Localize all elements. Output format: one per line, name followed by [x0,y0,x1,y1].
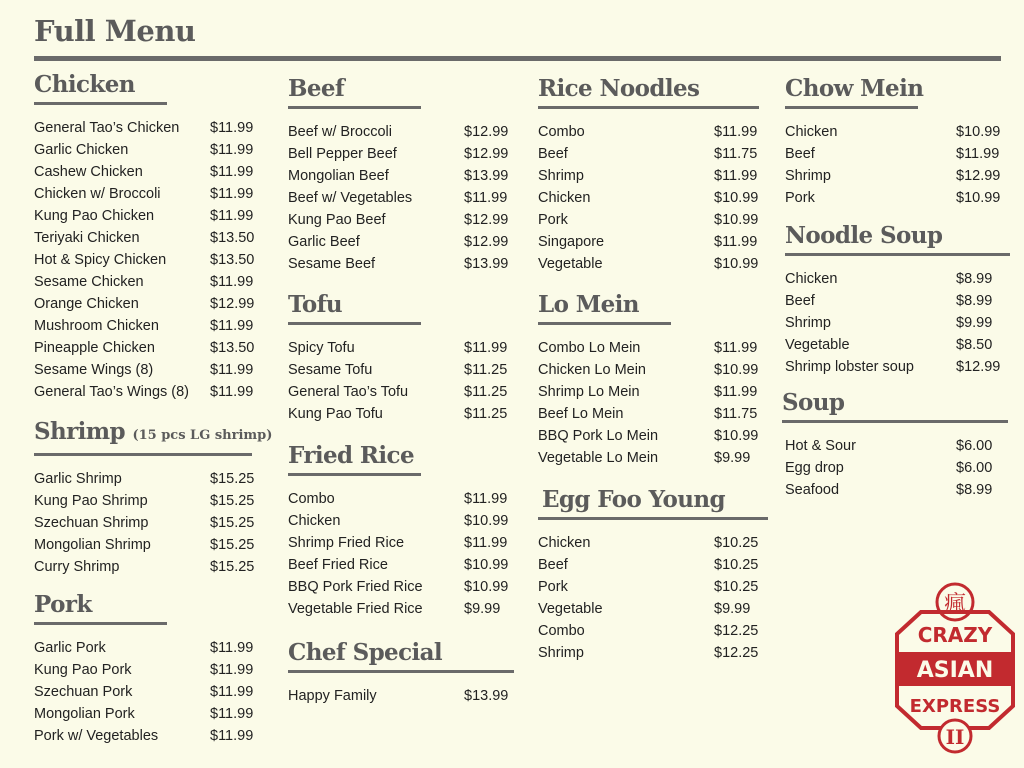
menu-item [785,356,1008,378]
menu-item [288,685,516,707]
menu-item [34,381,262,403]
item-name: Cashew Chicken [34,164,143,180]
item-name: Shrimp [538,168,584,184]
item-list [34,117,262,403]
item-price: $11.99 [714,168,758,184]
item-price: $12.99 [464,234,509,250]
item-name: Beef Lo Mein [538,406,624,422]
menu-item [538,620,766,642]
menu-item [34,468,262,490]
item-price: $10.99 [956,124,1001,140]
item-price: $11.75 [714,406,758,422]
item-price: $9.99 [956,315,993,331]
menu-column-4 [782,74,1008,501]
item-name: Happy Family [288,688,377,704]
item-name: Combo [538,124,585,140]
item-name: Spicy Tofu [288,340,355,356]
section-noodle-soup [785,221,1008,378]
section-title: Lo Mein [538,291,639,318]
item-name: Mongolian Pork [34,706,135,722]
page-title: Full Menu [34,14,196,48]
menu-item [288,510,516,532]
item-name: Teriyaki Chicken [34,230,140,246]
item-list [288,121,516,275]
item-list [538,337,766,469]
item-price: $11.99 [210,164,254,180]
item-name: Hot & Spicy Chicken [34,252,167,268]
item-price: $10.99 [464,513,509,529]
item-list [785,435,1008,501]
section-title: Chow Mein [785,75,924,102]
menu-item [538,337,766,359]
menu-item [785,165,1008,187]
item-price: $10.99 [464,579,509,595]
item-price: $13.99 [464,168,509,184]
item-name: Mongolian Shrimp [34,537,151,553]
item-price: $11.99 [464,340,508,356]
item-price: $10.99 [464,557,509,573]
item-price: $11.99 [210,142,254,158]
item-price: $12.99 [956,168,1001,184]
menu-item [34,659,262,681]
section-divider [288,473,421,476]
item-price: $9.99 [714,601,751,617]
item-list [288,488,516,620]
item-name: Kung Pao Shrimp [34,493,148,509]
item-list [785,268,1008,378]
menu-item [538,381,766,403]
section-title: Shrimp [34,418,126,445]
item-name: Shrimp Fried Rice [288,535,405,551]
item-name: Sesame Tofu [288,362,373,378]
section-lo-mein [538,290,766,469]
crazy-asian-express-logo [893,578,1017,758]
section-egg-foo-young [538,485,766,664]
item-name: Bell Pepper Beef [288,146,397,162]
menu-item [785,457,1008,479]
menu-item [538,425,766,447]
item-price: $11.99 [714,124,758,140]
item-price: $12.99 [210,296,255,312]
item-name: General Tao’s Tofu [288,384,409,400]
item-price: $11.99 [210,120,254,136]
item-name: Pork [785,190,815,206]
menu-item [538,143,766,165]
section-divider [538,517,768,520]
item-price: $11.99 [210,706,254,722]
item-list [288,337,516,425]
item-name: Shrimp [785,168,831,184]
item-price: $11.99 [956,146,1000,162]
item-price: $11.75 [714,146,758,162]
menu-item [785,312,1008,334]
item-name: BBQ Pork Fried Rice [288,579,423,595]
item-price: $8.99 [956,482,993,498]
item-name: Chicken Lo Mein [538,362,646,378]
menu-item [785,435,1008,457]
item-name: Szechuan Pork [34,684,133,700]
section-title: Beef [288,75,345,102]
menu-item [538,532,766,554]
menu-item [34,205,262,227]
item-price: $15.25 [210,537,255,553]
menu-item [785,143,1008,165]
menu-item [538,187,766,209]
menu-item [34,556,262,578]
menu-item [34,490,262,512]
item-list [538,532,766,664]
section-divider [538,106,759,109]
menu-item [34,161,262,183]
item-price: $10.25 [714,557,759,573]
item-name: Garlic Chicken [34,142,129,158]
item-price: $8.99 [956,271,993,287]
menu-item [288,554,516,576]
item-price: $15.25 [210,471,255,487]
item-name: Curry Shrimp [34,559,120,575]
item-price: $11.99 [210,318,254,334]
menu-item [34,637,262,659]
item-name: Beef [785,146,815,162]
item-name: Kung Pao Pork [34,662,132,678]
menu-item [288,231,516,253]
item-price: $8.50 [956,337,993,353]
menu-item [34,703,262,725]
section-title: Egg Foo Young [542,486,725,513]
menu-item [288,337,516,359]
item-price: $11.99 [210,640,254,656]
item-name: Shrimp [785,315,831,331]
item-price: $9.99 [464,601,501,617]
item-name: Beef [538,557,568,573]
item-price: $11.99 [210,274,254,290]
item-price: $12.25 [714,645,759,661]
menu-item [288,187,516,209]
section-divider [782,420,1008,423]
menu-column-2 [288,74,516,707]
item-name: Kung Pao Chicken [34,208,155,224]
item-price: $10.99 [714,428,759,444]
item-name: Chicken w/ Broccoli [34,186,161,202]
item-name: Combo Lo Mein [538,340,641,356]
item-name: BBQ Pork Lo Mein [538,428,659,444]
section-title: Soup [782,389,845,416]
item-name: General Tao’s Chicken [34,120,180,136]
menu-item [288,359,516,381]
menu-item [538,642,766,664]
section-chef-special [288,638,516,707]
item-price: $15.25 [210,559,255,575]
item-name: Vegetable [538,601,603,617]
section-soup [782,388,1008,501]
section-divider [34,102,167,105]
menu-item [34,512,262,534]
section-title: Chicken [34,71,135,98]
menu-item [538,121,766,143]
section-divider [538,322,671,325]
section-shrimp [34,417,273,578]
item-name: Combo [288,491,335,507]
item-price: $11.99 [210,362,254,378]
item-name: Beef [538,146,568,162]
item-price: $10.99 [714,362,759,378]
menu-item [785,268,1008,290]
item-name: Pork [538,579,568,595]
item-name: Chicken [538,535,591,551]
menu-item [538,598,766,620]
section-pork [34,590,262,747]
item-name: Vegetable [538,256,603,272]
section-heading [34,417,273,451]
section-rice-noodles [538,74,766,275]
item-price: $10.99 [956,190,1001,206]
item-name: Beef [785,293,815,309]
item-price: $15.25 [210,515,255,531]
item-name: Vegetable Fried Rice [288,601,423,617]
item-price: $10.99 [714,256,759,272]
item-name: Chicken [538,190,591,206]
item-price: $13.50 [210,252,255,268]
item-name: Beef w/ Broccoli [288,124,392,140]
section-fried-rice [288,441,516,620]
item-price: $11.99 [210,728,254,744]
section-chicken [34,70,262,403]
menu-item [34,139,262,161]
menu-item [538,576,766,598]
menu-item [538,403,766,425]
menu-item [34,315,262,337]
item-price: $11.99 [210,208,254,224]
item-price: $13.99 [464,256,509,272]
item-name: Sesame Beef [288,256,376,272]
item-price: $12.99 [464,124,509,140]
item-name: Shrimp Lo Mein [538,384,640,400]
item-price: $11.99 [210,662,254,678]
menu-item [34,183,262,205]
title-divider [34,56,1001,61]
item-price: $11.99 [714,340,758,356]
item-price: $10.25 [714,535,759,551]
menu-item [538,231,766,253]
item-name: Mushroom Chicken [34,318,159,334]
menu-column-1 [34,70,273,747]
item-price: $11.99 [464,190,508,206]
section-title: Rice Noodles [538,75,700,102]
section-title: Tofu [288,291,343,318]
logo-numeral: II [945,725,965,749]
item-price: $13.50 [210,230,255,246]
item-price: $11.25 [464,384,508,400]
menu-item [288,165,516,187]
item-name: Kung Pao Beef [288,212,386,228]
item-name: Szechuan Shrimp [34,515,149,531]
item-list [538,121,766,275]
item-price: $13.50 [210,340,255,356]
section-beef [288,74,516,275]
section-divider [34,622,167,625]
item-name: General Tao’s Wings (8) [34,384,190,400]
section-title: Noodle Soup [785,222,943,249]
menu-item [538,554,766,576]
item-price: $13.99 [464,688,509,704]
menu-item [34,271,262,293]
item-price: $11.99 [210,384,254,400]
item-name: Sesame Chicken [34,274,144,290]
menu-item [785,479,1008,501]
section-note: (15 pcs LG shrimp) [132,428,273,443]
item-name: Vegetable [785,337,850,353]
menu-item [538,359,766,381]
menu-item [288,209,516,231]
section-divider [785,253,1010,256]
item-price: $10.99 [714,190,759,206]
item-name: Pork [538,212,568,228]
menu-item [538,253,766,275]
menu-item [288,381,516,403]
menu-item [538,447,766,469]
menu-item [34,725,262,747]
item-name: Shrimp [538,645,584,661]
section-tofu [288,290,516,425]
item-price: $11.99 [464,491,508,507]
menu-item [288,532,516,554]
item-list [34,468,262,578]
logo-line-1: CRAZY [917,623,993,647]
item-name: Shrimp lobster soup [785,359,914,375]
menu-item [538,165,766,187]
menu-item [785,187,1008,209]
item-name: Chicken [785,124,838,140]
item-name: Vegetable Lo Mein [538,450,659,466]
item-price: $11.99 [714,234,758,250]
menu-item [34,337,262,359]
item-name: Hot & Sour [785,438,856,454]
item-name: Beef w/ Vegetables [288,190,413,206]
item-name: Orange Chicken [34,296,139,312]
item-price: $11.99 [714,384,758,400]
menu-item [34,359,262,381]
item-list [34,637,262,747]
menu-item [785,290,1008,312]
section-divider [288,322,421,325]
item-price: $12.25 [714,623,759,639]
menu-item [288,403,516,425]
menu-item [538,209,766,231]
section-chow-mein [785,74,1008,209]
item-price: $15.25 [210,493,255,509]
menu-item [34,293,262,315]
item-price: $11.99 [464,535,508,551]
item-price: $12.99 [464,146,509,162]
item-price: $6.00 [956,460,993,476]
item-price: $10.25 [714,579,759,595]
menu-item [288,143,516,165]
menu-item [288,576,516,598]
section-divider [34,453,252,456]
item-name: Egg drop [785,460,844,476]
menu-item [785,121,1008,143]
menu-item [785,334,1008,356]
item-name: Garlic Beef [288,234,360,250]
item-price: $8.99 [956,293,993,309]
menu-item [34,681,262,703]
item-name: Chicken [785,271,838,287]
menu-item [288,121,516,143]
section-divider [288,106,421,109]
menu-item [288,488,516,510]
logo-line-2: ASIAN [916,658,994,683]
item-name: Singapore [538,234,605,250]
item-price: $10.99 [714,212,759,228]
item-price: $11.99 [210,684,254,700]
menu-item [288,253,516,275]
menu-item [34,249,262,271]
item-list [785,121,1008,209]
section-title: Pork [34,591,92,618]
menu-item [34,534,262,556]
item-name: Combo [538,623,585,639]
item-name: Sesame Wings (8) [34,362,154,378]
item-name: Pork w/ Vegetables [34,728,159,744]
item-name: Beef Fried Rice [288,557,388,573]
item-price: $11.25 [464,362,508,378]
menu-item [34,227,262,249]
item-name: Garlic Shrimp [34,471,122,487]
item-price: $11.99 [210,186,254,202]
logo-line-3: EXPRESS [909,696,1001,717]
item-price: $9.99 [714,450,751,466]
item-name: Mongolian Beef [288,168,389,184]
menu-item [288,598,516,620]
item-name: Kung Pao Tofu [288,406,383,422]
section-title: Fried Rice [288,442,414,469]
item-list [288,685,516,707]
item-name: Garlic Pork [34,640,106,656]
logo-glyph: 瘋 [943,592,967,617]
item-name: Seafood [785,482,840,498]
item-price: $6.00 [956,438,993,454]
section-divider [288,670,514,673]
section-title: Chef Special [288,639,443,666]
item-name: Chicken [288,513,341,529]
item-price: $11.25 [464,406,508,422]
section-divider [785,106,918,109]
item-price: $12.99 [464,212,509,228]
menu-column-3 [538,74,766,664]
item-name: Pineapple Chicken [34,340,155,356]
item-price: $12.99 [956,359,1001,375]
menu-item [34,117,262,139]
